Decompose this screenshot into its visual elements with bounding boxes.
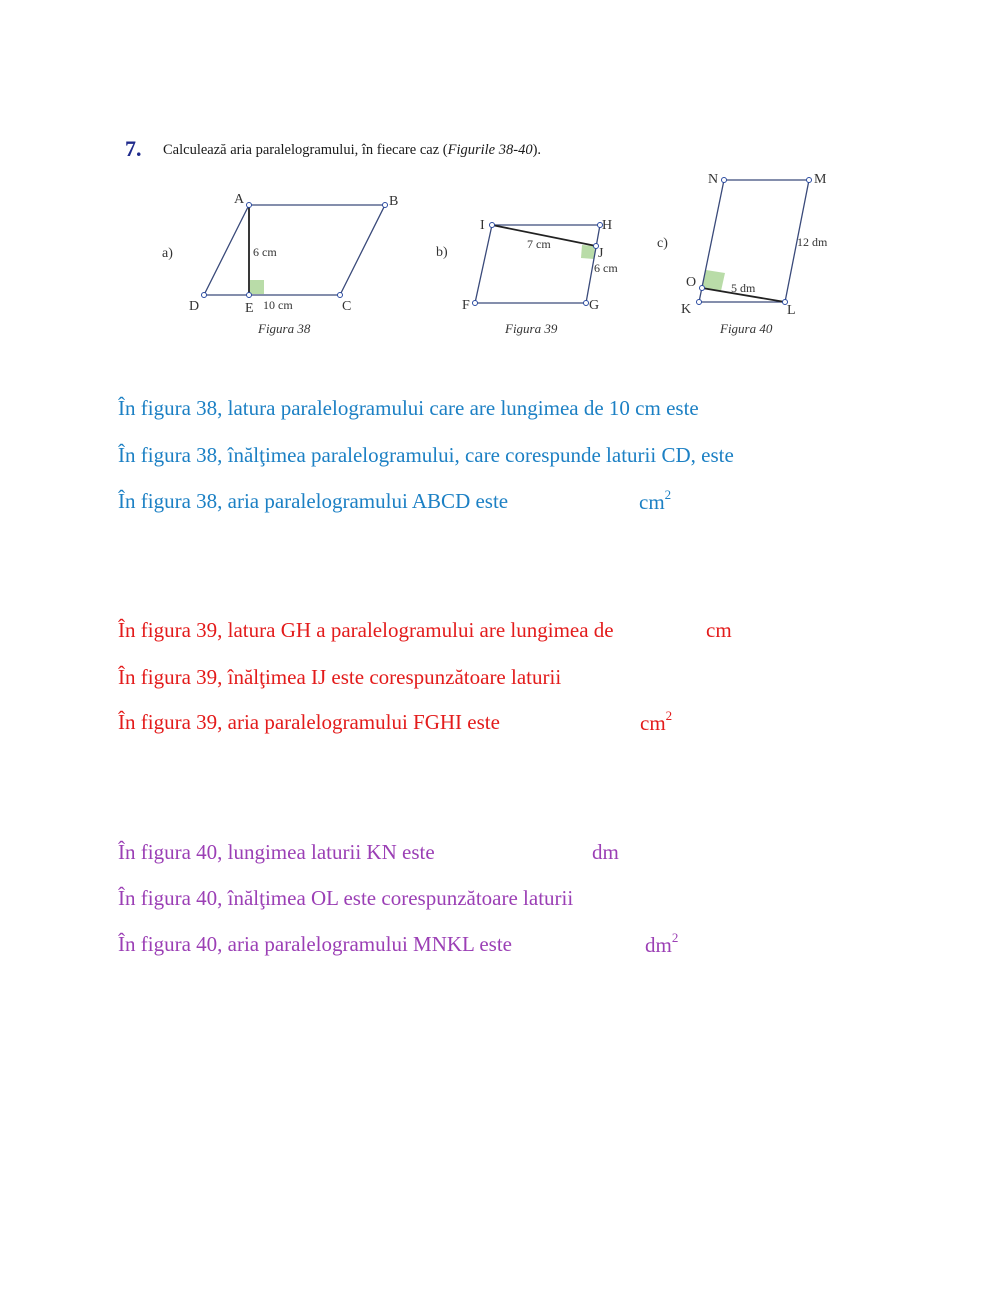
fig38-parallelogram — [204, 205, 385, 295]
question-9-unit-exp: 2 — [671, 930, 679, 945]
question-6-unit — [640, 710, 672, 736]
fig38-label-E: E — [245, 301, 254, 316]
fig38-label-C: C — [342, 299, 352, 314]
statement-main: Calculează aria paralelogramului, în fiecare caz ( — [163, 142, 448, 158]
question-7-unit — [592, 840, 619, 865]
fig39-point-F — [473, 301, 478, 306]
question-1 — [118, 396, 699, 421]
fig39-ij-label: 7 cm — [527, 237, 551, 251]
question-6-unit-exp: 2 — [665, 708, 673, 723]
fig38-label-D: D — [189, 299, 200, 314]
fig39-point-G — [584, 301, 589, 306]
fig40-label-M: M — [814, 172, 827, 187]
fig38-point-D — [202, 293, 207, 298]
fig40-point-M — [807, 178, 812, 183]
fig38-label-A: A — [234, 192, 245, 207]
fig38-point-A — [247, 203, 252, 208]
fig39-label-G: G — [589, 298, 600, 313]
figure-38 — [162, 192, 398, 336]
question-7 — [118, 840, 435, 865]
fig39-right-angle — [581, 245, 595, 259]
question-9-unit — [645, 932, 678, 958]
question-2 — [118, 443, 734, 468]
fig39-label-J: J — [598, 246, 604, 261]
fig38-point-B — [383, 203, 388, 208]
fig38-height-label: 6 cm — [253, 245, 277, 259]
question-4-text: În figura 39, latura GH a paralelogramului are lungimea de — [118, 618, 614, 642]
problem-number: 7. — [125, 136, 142, 161]
fig40-part-label: c) — [657, 236, 668, 251]
question-8 — [118, 886, 573, 911]
figure-40 — [657, 172, 828, 336]
question-8-text: În figura 40, înălţimea OL este corespunzătoare laturii — [118, 886, 574, 910]
fig40-point-N — [722, 178, 727, 183]
fig40-label-O: O — [686, 275, 697, 290]
fig40-label-K: K — [681, 302, 692, 317]
fig39-label-F: F — [462, 298, 470, 313]
question-9 — [118, 932, 512, 957]
fig39-gh-label: 6 cm — [594, 261, 618, 275]
figures-panel — [0, 0, 1000, 360]
fig40-label-L: L — [787, 303, 796, 318]
fig38-part-label: a) — [162, 246, 173, 261]
fig39-part-label: b) — [436, 245, 448, 260]
fig40-caption: Figura 40 — [720, 321, 773, 336]
fig38-base-label: 10 cm — [263, 298, 293, 312]
fig40-lm-label: 12 dm — [797, 235, 828, 249]
fig39-label-I: I — [480, 218, 485, 233]
question-6 — [118, 710, 500, 735]
fig40-point-O — [700, 286, 705, 291]
statement-end: ). — [532, 142, 542, 158]
statement-ref: Figurile 38-40 — [447, 142, 533, 158]
question-3 — [118, 489, 508, 514]
fig39-label-H: H — [602, 218, 613, 233]
question-9-text: În figura 40, aria paralelogramului MNKL este — [118, 932, 512, 956]
fig40-ol-label: 5 dm — [731, 281, 756, 295]
fig38-point-C — [338, 293, 343, 298]
question-3-unit — [639, 489, 671, 515]
question-3-unit-text: cm — [639, 490, 665, 514]
question-3-text: În figura 38, aria paralelogramului ABCD este — [118, 489, 509, 513]
fig38-caption: Figura 38 — [258, 321, 311, 336]
fig39-point-I — [490, 223, 495, 228]
question-4 — [118, 618, 614, 643]
question-9-unit-text: dm — [645, 933, 672, 957]
question-4-unit-text: cm — [706, 618, 732, 642]
question-5-text: În figura 39, înălţimea IJ este corespunzătoare laturii — [118, 665, 562, 689]
figure-39 — [436, 218, 618, 336]
fig40-label-N: N — [708, 172, 719, 187]
question-3-unit-exp: 2 — [664, 487, 672, 502]
question-7-unit-text: dm — [592, 840, 619, 864]
fig38-right-angle — [250, 280, 264, 294]
question-2-text: În figura 38, înălţimea paralelogramului, care corespunde laturii CD, este — [118, 443, 734, 467]
question-6-text: În figura 39, aria paralelogramului FGHI este — [118, 710, 500, 734]
fig39-caption: Figura 39 — [505, 321, 558, 336]
fig38-point-E — [247, 293, 252, 298]
fig40-point-K — [697, 300, 702, 305]
question-6-unit-text: cm — [640, 711, 666, 735]
fig38-label-B: B — [389, 194, 399, 209]
question-1-text: În figura 38, latura paralelogramului care are lungimea de 10 cm este — [118, 396, 699, 420]
question-5 — [118, 665, 561, 690]
question-4-unit — [706, 618, 732, 643]
question-7-text: În figura 40, lungimea laturii KN este — [118, 840, 435, 864]
